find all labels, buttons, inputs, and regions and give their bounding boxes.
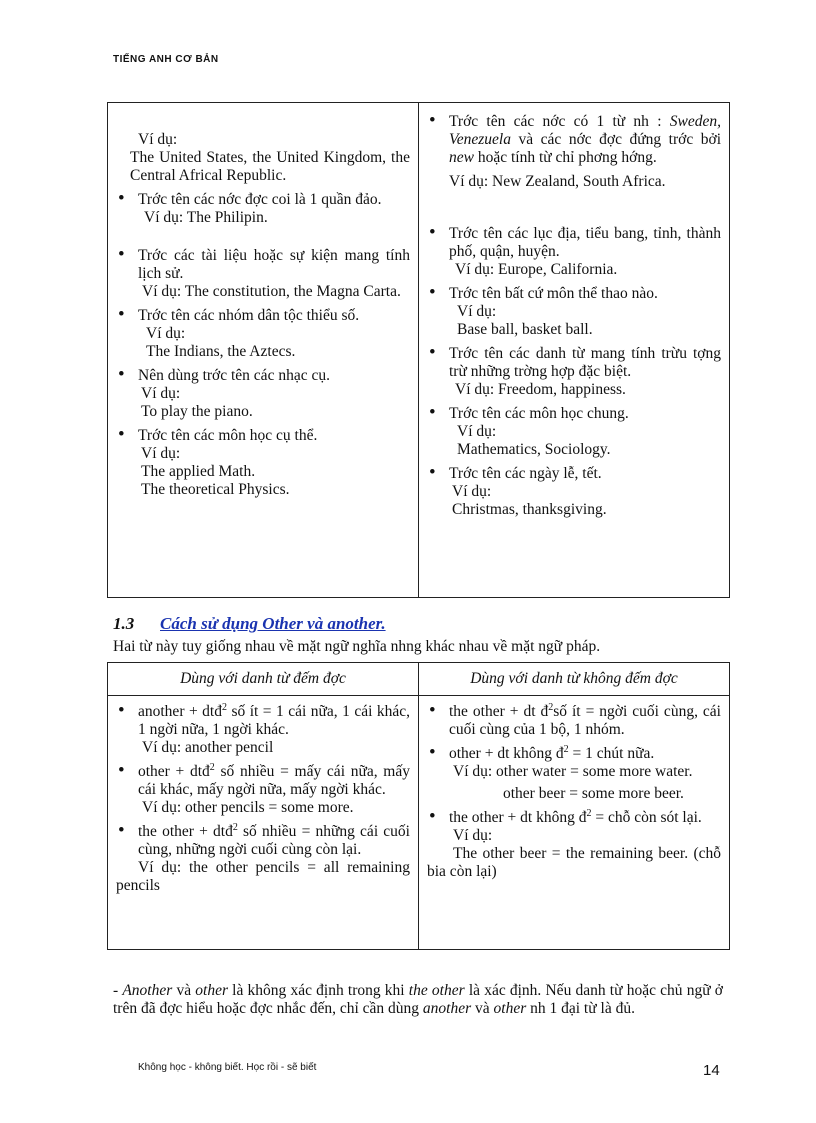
- list-item-text: Trớc tên các danh từ mang tính trừu tợng trừ những trờng hợp đặc biệt.: [449, 345, 721, 380]
- example-text: Ví dụ: The constitution, the Magna Carta.: [142, 283, 401, 300]
- list-item: [427, 703, 721, 739]
- example-text: other beer = some more beer.: [503, 785, 684, 802]
- note-text: và: [172, 982, 196, 999]
- italic-text: Another: [122, 982, 173, 999]
- list-item-text: Trớc tên các nhóm dân tộc thiểu số.: [138, 307, 360, 324]
- italic-text: new: [449, 149, 474, 166]
- list-item-text: Trớc tên các lục địa, tiểu bang, tỉnh, thành phố, quận, huyện.: [449, 225, 721, 260]
- list-item: [427, 745, 721, 803]
- list-item-text: Trớc các tài liệu hoặc sự kiện mang tính lịch sử.: [138, 247, 410, 282]
- list-item-text: the other + dt không đ: [449, 809, 587, 826]
- example-text: Ví dụ: Europe, California.: [455, 261, 618, 278]
- list-item-text: the other + dtđ: [138, 823, 233, 840]
- example-text: Ví dụ: another pencil: [142, 739, 274, 756]
- list-item-text: Nên dùng trớc tên các nhạc cụ.: [138, 367, 330, 384]
- example-text: Ví dụ: New Zealand, South Africa.: [449, 173, 666, 190]
- list-item: [427, 405, 721, 459]
- list-item-text: số ít = ngời cuối cùng, cái cuối cùng của 1 bộ, 1 nhóm.: [449, 703, 721, 738]
- list-item-text: hoặc tính từ chỉ phơng hớng.: [473, 149, 657, 166]
- note-text: -: [113, 982, 123, 999]
- page-header: TIẾNG ANH CƠ BẢN: [113, 54, 219, 65]
- example-label: Ví dụ:: [457, 303, 497, 320]
- list-item-text: Trớc tên các nớc đợc coi là 1 quần đảo.: [138, 191, 382, 208]
- articles-right-column: [419, 103, 730, 598]
- list-item: [116, 367, 410, 421]
- note-paragraph: [113, 982, 723, 1018]
- example-text: The applied Math.: [141, 463, 256, 480]
- example-label: Ví dụ:: [138, 131, 178, 148]
- uncountable-column: [419, 696, 730, 950]
- list-item-text: Trớc tên các môn học cụ thể.: [138, 427, 318, 444]
- italic-text: another: [422, 1000, 472, 1017]
- list-item-text: = 1 chút nữa.: [568, 745, 655, 762]
- example-text: Ví dụ: The Philipin.: [144, 209, 268, 226]
- example-text: The other beer = the remaining beer. (chỗ bia còn lại): [427, 845, 721, 880]
- example-text: Mathematics, Sociology.: [457, 441, 611, 458]
- note-text: nh 1 đại từ là đủ.: [526, 1000, 635, 1017]
- example-label: Ví dụ:: [452, 483, 492, 500]
- other-another-table: [107, 662, 730, 950]
- list-item-text: số ít = 1 cái nữa, 1 cái khác, 1 ngời nữa, 1 ngời khác.: [138, 703, 410, 738]
- italic-text: the other: [408, 982, 465, 999]
- list-item: [427, 225, 721, 279]
- list-item: [116, 823, 410, 895]
- list-item: [427, 809, 721, 881]
- superscript: 2: [586, 807, 592, 819]
- list-item-text: Trớc tên các ngày lễ, tết.: [449, 465, 602, 482]
- superscript: 2: [209, 761, 215, 773]
- example-block: [116, 131, 410, 185]
- list-item-text: và các nớc đợc đứng trớc bởi: [510, 131, 721, 148]
- list-item: [116, 191, 410, 227]
- articles-table: [107, 102, 730, 598]
- example-text: Ví dụ: Freedom, happiness.: [455, 381, 626, 398]
- list-item-text: Trớc tên các nớc có 1 từ nh :: [449, 113, 670, 130]
- italic-text: other: [195, 982, 228, 999]
- section-title: Cách sử dụng Other và another.: [160, 614, 386, 633]
- list-item: [116, 763, 410, 817]
- example-label: Ví dụ:: [141, 385, 181, 402]
- list-item: [116, 703, 410, 757]
- list-item: [427, 345, 721, 399]
- list-item: [427, 465, 721, 519]
- example-text: The Indians, the Aztecs.: [146, 343, 296, 360]
- list-item-text: số nhiều = những cái cuối cùng, những ngời cuối cùng còn lại.: [138, 823, 410, 858]
- italic-text: other: [493, 1000, 527, 1017]
- column-header-countable: Dùng với danh từ đếm đợc: [108, 663, 419, 696]
- superscript: 2: [232, 821, 238, 833]
- section-intro: Hai từ này tuy giống nhau về mặt ngữ nghĩa nhng khác nhau về mặt ngữ pháp.: [113, 638, 601, 655]
- footer-text: Không học - không biết. Học rồi - sẽ biết: [138, 1062, 317, 1073]
- example-text: To play the piano.: [141, 403, 253, 420]
- list-item-text: số nhiều = mấy cái nữa, mấy cái khác, mấy ngời nữa, mấy ngời khác.: [138, 763, 410, 798]
- example-text: The United States, the United Kingdom, the Central Africal Republic.: [130, 149, 410, 184]
- example-text: Ví dụ: other pencils = some more.: [142, 799, 354, 816]
- section-number: 1.3: [113, 614, 135, 633]
- example-label: Ví dụ:: [457, 423, 497, 440]
- note-text: là không xác định trong khi: [228, 982, 409, 999]
- example-label: Ví dụ:: [141, 445, 181, 462]
- list-item-text: Trớc tên các môn học chung.: [449, 405, 629, 422]
- list-item: [427, 113, 721, 191]
- list-item: [427, 285, 721, 339]
- list-item: [116, 427, 410, 499]
- list-item-text: = chỗ còn sót lại.: [591, 809, 702, 826]
- note-text: là xác định. Nếu danh từ hoặc chủ ngữ ở trên đã đợc hiểu hoặc đợc nhắc đến, chỉ cần dùng: [113, 982, 723, 1017]
- example-label: Ví dụ:: [453, 827, 493, 844]
- italic-text: Sweden, Venezuela: [449, 113, 721, 148]
- example-label: Ví dụ:: [146, 325, 186, 342]
- example-text: The theoretical Physics.: [141, 481, 290, 498]
- articles-left-column: [108, 103, 419, 598]
- example-text: Ví dụ: the other pencils = all remaining pencils: [116, 859, 410, 894]
- list-item-text: another + dtđ: [138, 703, 222, 720]
- list-item-text: other + dtđ: [138, 763, 210, 780]
- list-item-text: other + dt không đ: [449, 745, 564, 762]
- column-header-uncountable: Dùng với danh từ không đếm đợc: [419, 663, 730, 696]
- note-text: và: [471, 1000, 494, 1017]
- list-item: [116, 307, 410, 361]
- example-text: Ví dụ: other water = some more water.: [453, 763, 693, 780]
- superscript: 2: [563, 743, 569, 755]
- example-text: Christmas, thanksgiving.: [452, 501, 607, 518]
- page-number: 14: [703, 1062, 720, 1079]
- countable-column: [108, 696, 419, 950]
- superscript: 2: [221, 701, 227, 713]
- example-text: Base ball, basket ball.: [457, 321, 593, 338]
- list-item-text: the other + dt đ: [449, 703, 549, 720]
- list-item: [116, 247, 410, 301]
- superscript: 2: [548, 701, 554, 713]
- section-heading: [113, 614, 386, 634]
- list-item-text: Trớc tên bất cứ môn thể thao nào.: [449, 285, 658, 302]
